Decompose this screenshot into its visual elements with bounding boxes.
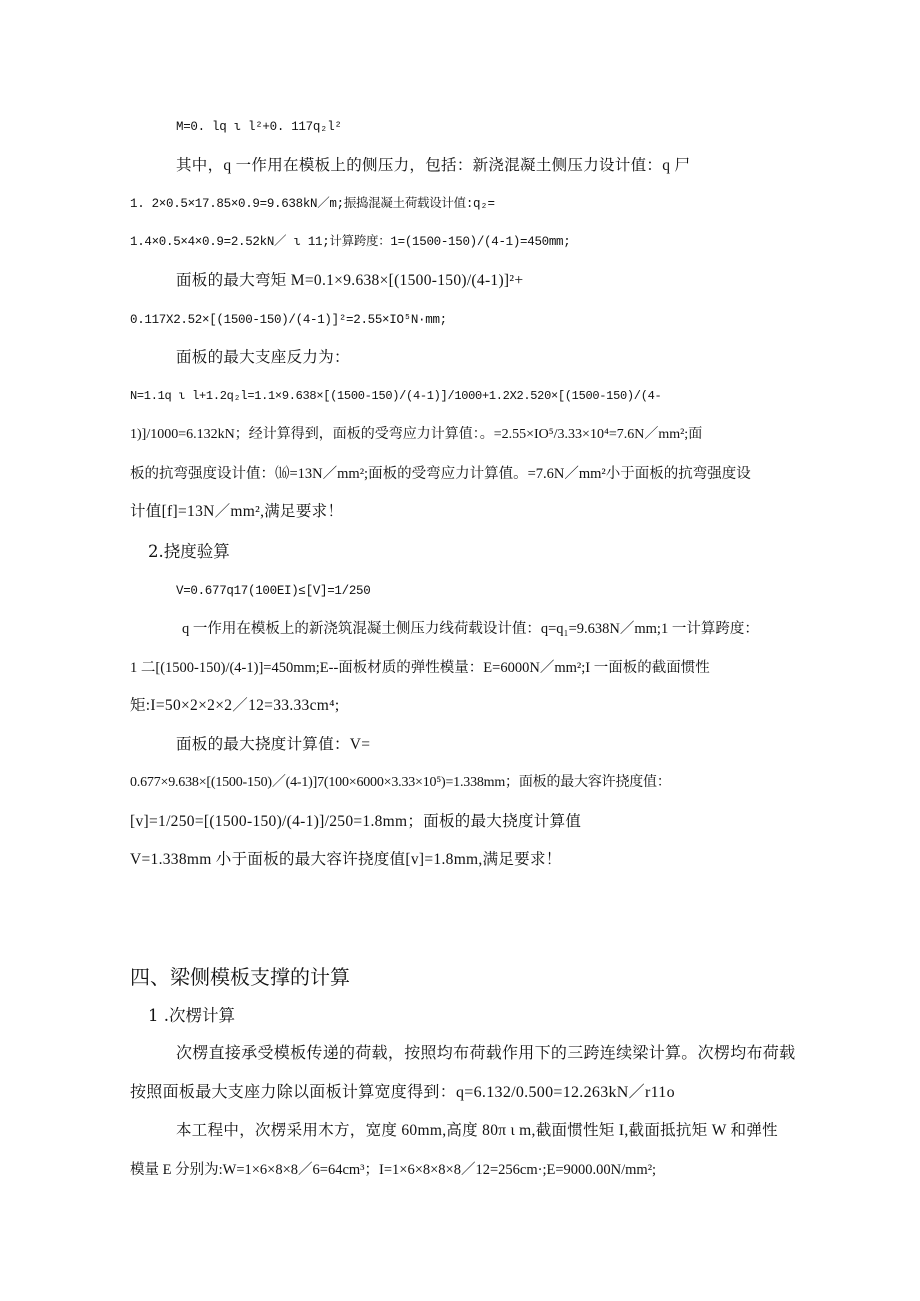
paragraph-line: 矩:I=50×2×2×2／12=33.33cm⁴; <box>130 697 340 714</box>
paragraph-line: 1.4×0.5×4×0.9=2.52kN／ ι 11;计算跨度：1=(1500-150)/(4-1)=450mm; <box>130 235 571 249</box>
paragraph-line: 1. 2×0.5×17.85×0.9=9.638kN／m;振捣混凝土荷载设计值:q₂= <box>130 197 495 211</box>
paragraph-line: 面板的最大支座反力为： <box>176 349 350 366</box>
paragraph-line: 本工程中，次楞采用木方，宽度 60mm,高度 80π ι m,截面惯性矩 I,截面抵抗矩 W 和弹性 <box>176 1122 778 1139</box>
paragraph-line: 板的抗弯强度设计值：⒃=13N／mm²;面板的受弯应力计算值。=7.6N／mm²小于面板的抗弯强度设 <box>130 466 751 482</box>
subsection-heading: 1 .次楞计算 <box>148 1006 235 1025</box>
section-heading: 四、梁侧模板支撑的计算 <box>130 965 350 989</box>
paragraph-line: q 一作用在模板上的新浇筑混凝土侧压力线荷载设计值：q=q₁=9.638N／mm;1 一计算跨度： <box>182 621 759 637</box>
paragraph-line: 1 二[(1500-150)/(4-1)]=450mm;E--面板材质的弹性模量：E=6000N／mm²;I 一面板的截面惯性 <box>130 660 710 676</box>
paragraph-line: [v]=1/250=[(1500-150)/(4-1)]/250=1.8mm；面板的最大挠度计算值 <box>130 813 582 830</box>
formula-moment: M=0. lq ι l²+0. 117q₂l² <box>176 120 342 134</box>
paragraph-line: 计值[f]=13N／mm²,满足要求！ <box>130 503 344 520</box>
paragraph-line: 0.677×9.638×[(1500-150)／(4-1)]7(100×6000×3.33×10⁵)=1.338mm；面板的最大容许挠度值： <box>130 775 671 790</box>
paragraph-line: N=1.1q ι l+1.2q₂l=1.1×9.638×[(1500-150)/(4-1)]/1000+1.2X2.520×[(1500-150)/(4- <box>130 389 662 403</box>
paragraph-line: 次楞直接承受模板传递的荷载，按照均布荷载作用下的三跨连续梁计算。次楞均布荷载 <box>176 1045 796 1062</box>
paragraph-line: V=1.338mm 小于面板的最大容许挠度值[v]=1.8mm,满足要求！ <box>130 851 562 868</box>
paragraph-line: 面板的最大弯矩 M=0.1×9.638×[(1500-150)/(4-1)]²+ <box>176 272 524 289</box>
paragraph-line: 其中，q 一作用在模板上的侧压力，包括：新浇混凝土侧压力设计值：q 尸 <box>176 157 691 174</box>
subsection-heading: 2.挠度验算 <box>148 542 230 561</box>
paragraph-line: 按照面板最大支座力除以面板计算宽度得到：q=6.132/0.500=12.263kN／r11o <box>130 1084 675 1101</box>
formula-deflection: V=0.677q17(100EI)≤[V]=1/250 <box>176 584 371 598</box>
paragraph-line: 模量 E 分别为:W=1×6×8×8／6=64cm³；I=1×6×8×8×8／12=256cm·;E=9000.00N/mm²; <box>130 1162 657 1178</box>
paragraph-line: 面板的最大挠度计算值：V= <box>176 736 371 753</box>
paragraph-line: 0.117X2.52×[(1500-150)/(4-1)]²=2.55×IO⁵N·mm; <box>130 313 447 327</box>
paragraph-line: 1)]/1000=6.132kN；经计算得到，面板的受弯应力计算值：。=2.55×IO⁵/3.33×10⁴=7.6N／mm²;面 <box>130 427 703 442</box>
